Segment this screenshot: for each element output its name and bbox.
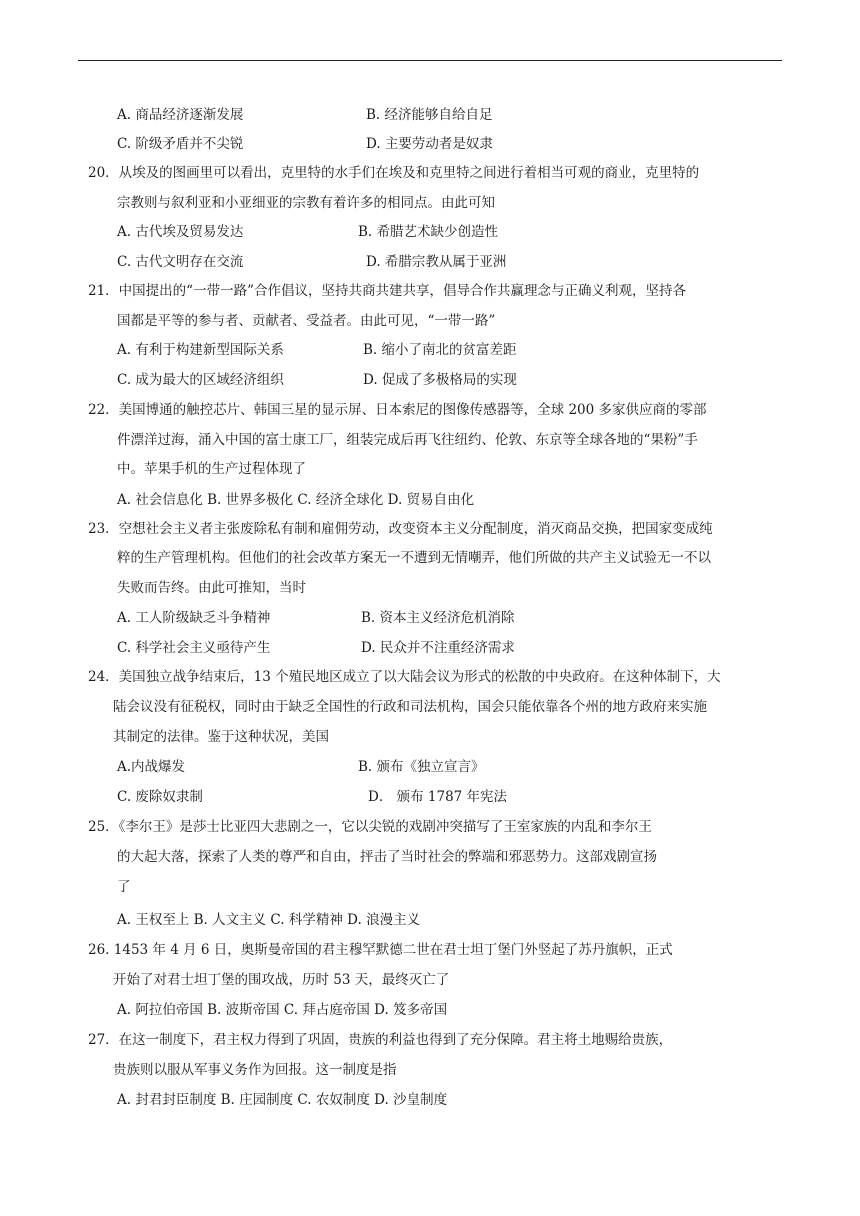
q25-options[interactable]: A. 王权至上 B. 人文主义 C. 科学精神 D. 浪漫主义 <box>117 912 421 928</box>
q21-stem-line-1: 21．中国提出的“一带一路”合作倡议，坚持共商共建共享，倡导合作共赢理念与正确义利观，坚持各 <box>88 283 686 299</box>
q19-option-d[interactable]: D. 主要劳动者是奴隶 <box>366 136 493 152</box>
q26-stem-line-2: 开始了对君士坦丁堡的围攻战，历时 53 天，最终灭亡了 <box>113 972 450 988</box>
q25-stem-line-3: 了 <box>117 879 131 895</box>
q24-stem-line-1: 24．美国独立战争结束后，13 个殖民地区成立了以大陆会议为形式的松散的中央政府。在这种体制下，大 <box>88 669 721 685</box>
q22-stem-line-3: 中。苹果手机的生产过程体现了 <box>117 461 306 477</box>
q23-stem-line-2: 粹的生产管理机构。但他们的社会改革方案无一不遭到无情嘲弄，他们所做的共产主义试验无一不以 <box>117 550 711 566</box>
q21-option-b[interactable]: B. 缩小了南北的贫富差距 <box>363 342 517 358</box>
q27-stem-line-1: 27．在这一制度下，君主权力得到了巩固，贵族的利益也得到了充分保障。君主将土地赐给贵族， <box>88 1032 673 1048</box>
q25-stem-line-1: 25．《李尔王》是莎士比亚四大悲剧之一，它以尖锐的戏剧冲突描写了王室家族的内乱和李尔王 <box>88 819 652 835</box>
q21-option-d[interactable]: D. 促成了多极格局的实现 <box>363 372 517 388</box>
q24-stem-line-3: 其制定的法律。鉴于这种状况，美国 <box>113 729 329 745</box>
q23-option-a[interactable]: A. 工人阶级缺乏斗争精神 <box>117 610 271 626</box>
q24-option-d[interactable]: D． 颁布 1787 年宪法 <box>368 789 508 805</box>
q23-stem-line-1: 23．空想社会主义者主张废除私有制和雇佣劳动，改变资本主义分配制度，消灭商品交换，把国家变成纯 <box>88 521 713 537</box>
q22-stem-line-1: 22．美国博通的触控芯片、韩国三星的显示屏、日本索尼的图像传感器等，全球 200 多家供应商的零部 <box>88 402 707 418</box>
q23-stem-line-3: 失败而告终。由此可推知，当时 <box>117 580 306 596</box>
q23-option-b[interactable]: B. 资本主义经济危机消除 <box>361 610 515 626</box>
q21-stem-line-2: 国都是平等的参与者、贡献者、受益者。由此可见，“一带一路” <box>117 313 496 329</box>
q27-options[interactable]: A. 封君封臣制度 B. 庄园制度 C. 农奴制度 D. 沙皇制度 <box>117 1092 448 1108</box>
q21-option-a[interactable]: A. 有利于构建新型国际关系 <box>117 342 284 358</box>
header-rule <box>78 60 782 61</box>
q24-option-c[interactable]: C. 废除奴隶制 <box>117 789 203 805</box>
q25-stem-line-2: 的大起大落，探索了人类的尊严和自由，抨击了当时社会的弊端和邪恶势力。这部戏剧宣扬 <box>117 849 657 865</box>
q20-stem-line-1: 20．从埃及的图画里可以看出，克里特的水手们在埃及和克里特之间进行着相当可观的商业，克里特的 <box>88 165 700 181</box>
q20-option-c[interactable]: C. 古代文明存在交流 <box>117 254 244 270</box>
q22-stem-line-2: 件漂洋过海，涌入中国的富士康工厂，组装完成后再飞往纽约、伦敦、东京等全球各地的“果粉”手 <box>117 432 698 448</box>
q19-option-b[interactable]: B. 经济能够自给自足 <box>366 107 493 123</box>
q19-option-a[interactable]: A. 商品经济逐渐发展 <box>117 107 244 123</box>
q23-option-c[interactable]: C. 科学社会主义亟待产生 <box>117 640 271 656</box>
q26-options[interactable]: A. 阿拉伯帝国 B. 波斯帝国 C. 拜占庭帝国 D. 笈多帝国 <box>117 1002 448 1018</box>
q23-option-d[interactable]: D. 民众并不注重经济需求 <box>361 640 515 656</box>
q20-option-a[interactable]: A. 古代埃及贸易发达 <box>117 224 244 240</box>
q20-option-d[interactable]: D. 希腊宗教从属于亚洲 <box>366 254 507 270</box>
q20-stem-line-2: 宗教则与叙利亚和小亚细亚的宗教有着许多的相同点。由此可知 <box>117 195 495 211</box>
q26-stem-line-1: 26. 1453 年 4 月 6 日，奥斯曼帝国的君主穆罕默德二世在君士坦丁堡门外竖起了苏丹旗帜，正式 <box>88 942 673 958</box>
q24-option-a[interactable]: A.内战爆发 <box>117 759 186 775</box>
q22-options[interactable]: A. 社会信息化 B. 世界多极化 C. 经济全球化 D. 贸易自由化 <box>117 492 475 508</box>
q20-option-b[interactable]: B. 希腊艺术缺少创造性 <box>358 224 499 240</box>
q19-option-c[interactable]: C. 阶级矛盾并不尖锐 <box>117 136 244 152</box>
q24-option-b[interactable]: B. 颁布《独立宣言》 <box>358 759 485 775</box>
q24-stem-line-2: 陆会议没有征税权，同时由于缺乏全国性的行政和司法机构，国会只能依靠各个州的地方政府来实施 <box>113 699 707 715</box>
q21-option-c[interactable]: C. 成为最大的区域经济组织 <box>117 372 284 388</box>
q27-stem-line-2: 贵族则以服从军事义务作为回报。这一制度是指 <box>113 1062 397 1078</box>
